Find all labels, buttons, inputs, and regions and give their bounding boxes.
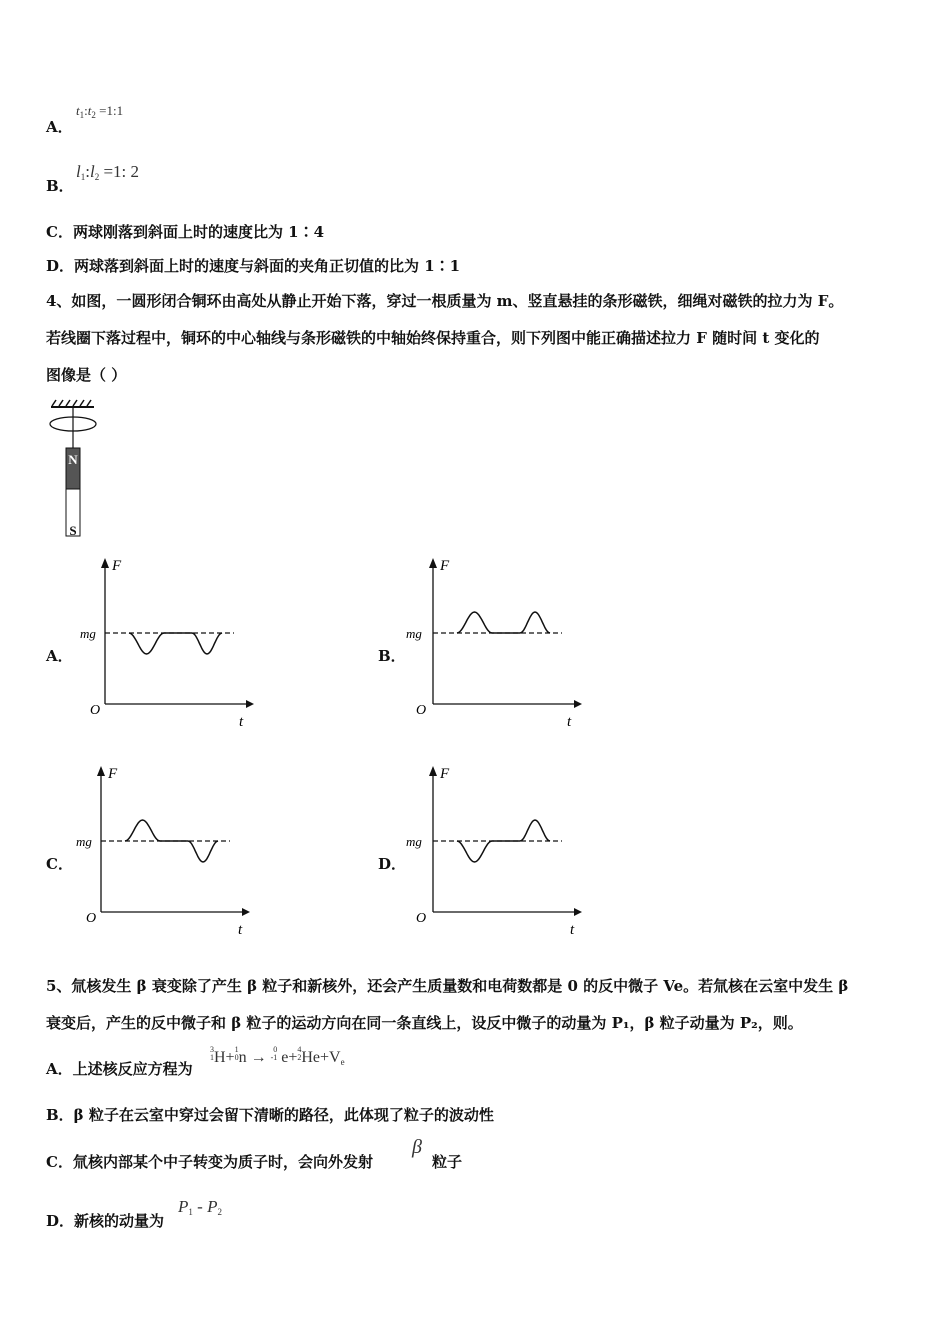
mg-label: mg bbox=[80, 626, 96, 641]
beta-symbol: β bbox=[412, 1136, 422, 1158]
momentum-expression: $P_1 - P_2$ bbox=[178, 1197, 222, 1217]
graph-option-d bbox=[402, 758, 592, 943]
q4-option-d-label: D． bbox=[378, 855, 407, 873]
force-label: F bbox=[440, 558, 450, 574]
q3-option-c: C．两球刚落到斜面上时的速度比为 1∶4 bbox=[46, 223, 325, 241]
q5-stem-line-2: 衰变后，产生的反中微子和 β 粒子的运动方向在同一条直线上，设反中微子的动量为 P₁，β 粒子动量为 P₂，则。 bbox=[46, 1014, 803, 1032]
mg-label: mg bbox=[406, 626, 422, 641]
q3-option-b-formula: $l_1:l_2 =1$: 2 bbox=[76, 162, 140, 182]
south-label: S bbox=[69, 523, 77, 538]
q3-option-d: D．两球落到斜面上时的速度与斜面的夹角正切值的比为 1∶1 bbox=[46, 257, 461, 275]
q5-option-a: A．上述核反应方程为 bbox=[46, 1060, 193, 1078]
north-label: N bbox=[68, 452, 78, 467]
q4-stem-line-3: 图像是（ ） bbox=[46, 366, 127, 384]
origin-label: O bbox=[90, 703, 101, 718]
magnet-diagram bbox=[40, 396, 110, 542]
origin-label: O bbox=[86, 911, 97, 926]
q5-option-d: D．新核的动量为 bbox=[46, 1212, 165, 1230]
q4-option-b-label: B． bbox=[378, 647, 406, 665]
nuclear-equation: 3 1H+1 0n → 0 -1 e+4 $2He+V_e$ bbox=[210, 1045, 345, 1067]
force-label: F bbox=[108, 766, 118, 782]
origin-label: O bbox=[416, 703, 427, 718]
graph-option-c bbox=[70, 758, 260, 943]
q5-stem-line-1: 5、氚核发生 β 衰变除了产生 β 粒子和新核外，还会产生质量数和电荷数都是 0 的反中微子 Ve。若氚核在云室中发生 β bbox=[46, 977, 849, 995]
graph-option-b bbox=[402, 550, 592, 735]
q4-stem-line-1: 4、如图，一圆形闭合铜环由高处从静止开始下落，穿过一根质量为 m、竖直悬挂的条形磁铁，细绳对磁铁的拉力为 F。 bbox=[46, 292, 844, 310]
origin-label: O bbox=[416, 911, 427, 926]
time-label: t bbox=[238, 922, 243, 938]
q5-option-b: B．β 粒子在云室中穿过会留下清晰的路径，此体现了粒子的波动性 bbox=[46, 1106, 494, 1124]
graph-option-a bbox=[74, 550, 264, 735]
q4-stem-line-2: 若线圈下落过程中，铜环的中心轴线与条形磁铁的中轴始终保持重合，则下列图中能正确描述拉力 F 随时间 t 变化的 bbox=[46, 329, 820, 347]
time-label: t bbox=[570, 922, 575, 938]
q5-option-c: C．氚核内部某个中子转变为质子时，会向外发射 bbox=[46, 1153, 373, 1171]
force-label: F bbox=[440, 766, 450, 782]
ceiling-support bbox=[51, 400, 94, 407]
force-curve bbox=[125, 820, 218, 862]
q4-option-c-label: C． bbox=[46, 855, 73, 873]
q3-option-a-formula: $t_1:t_2$ =1:1 bbox=[76, 103, 124, 120]
mg-label: mg bbox=[406, 834, 422, 849]
q3-option-b-label: B． bbox=[46, 177, 74, 195]
q5-option-c-tail: 粒子 bbox=[432, 1153, 463, 1171]
force-curve bbox=[457, 612, 550, 633]
q4-option-a-label: A． bbox=[46, 647, 73, 665]
force-label: F bbox=[112, 558, 122, 574]
force-curve bbox=[457, 820, 550, 862]
q3-option-a-label: A． bbox=[46, 118, 73, 136]
time-label: t bbox=[567, 714, 572, 730]
time-label: t bbox=[239, 714, 244, 730]
mg-label: mg bbox=[76, 834, 92, 849]
force-curve bbox=[129, 633, 222, 654]
